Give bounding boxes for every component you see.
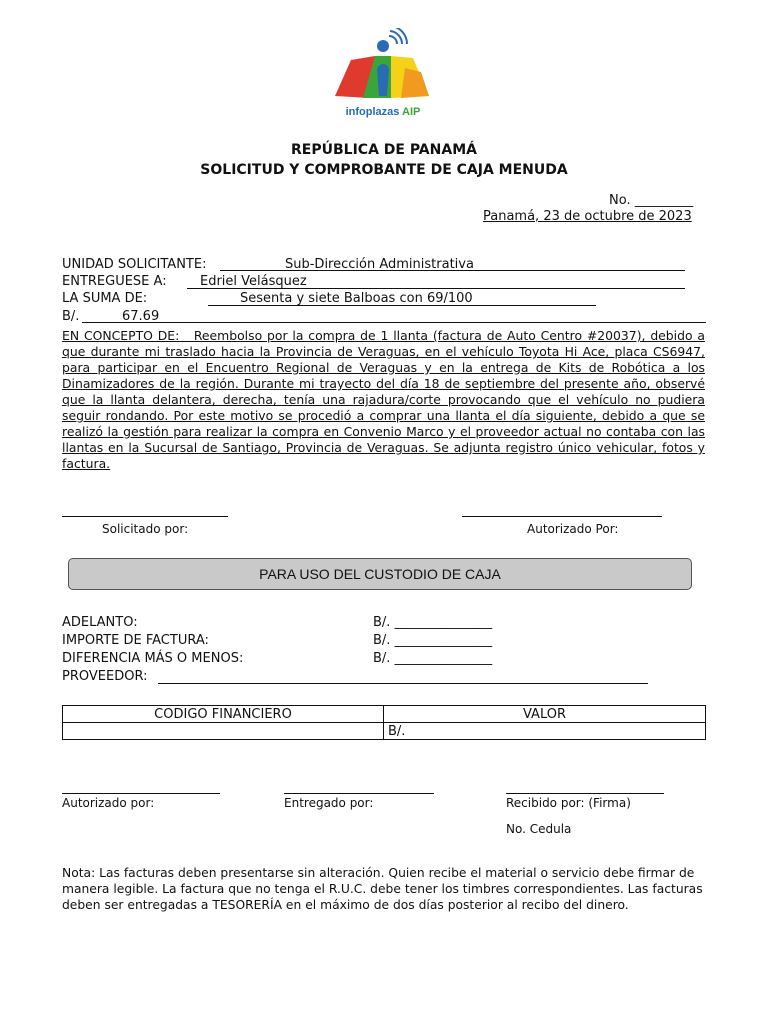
document-number: No. _________ bbox=[609, 193, 694, 208]
col-valor: VALOR bbox=[384, 706, 706, 723]
cedula-label: No. Cedula bbox=[506, 822, 572, 836]
concepto-text: Reembolso por la compra de 1 llanta (factura de Auto Centro #20037), debido a que durante mi traslado hacia la Provincia de Veraguas, en el vehículo Toyota Hi Ace, placa CS6947, para participar en el Encuentro Regional de Veraguas y en la entrega de Kits de Robótica a los Dinamizadores de la región. Durante mi trayecto del día 18 de septiembre del presente año, observé que la llanta delantera, derecha, tenía una rajadura/corte provocando que el vehículo no pudiera seguir rondando. Por este motivo se procedió a comprar una llanta el día siguiente, debido a que se realizó la gestión para realizar la compra en Convenio Marco y el proveedor actual no contaba con las llantas en la Sucursal de Santiago, Provincia de Veraguas. Se adjunta registro único vehicular, fotos y factura. bbox=[62, 328, 705, 471]
concepto-paragraph bbox=[62, 328, 705, 472]
diferencia-amount: B/. _______________ bbox=[373, 651, 493, 666]
recibido-por-label: Recibido por: (Firma) bbox=[506, 796, 631, 810]
entreguese-value: Edriel Velásquez bbox=[200, 274, 307, 289]
importe-label: IMPORTE DE FACTURA: bbox=[62, 633, 209, 648]
unidad-value: Sub-Dirección Administrativa bbox=[285, 257, 474, 272]
unidad-label: UNIDAD SOLICITANTE: bbox=[62, 257, 207, 272]
logo-text bbox=[333, 106, 433, 118]
nota-paragraph: Nota: Las facturas deben presentarse sin alteración. Quien recibe el material o servicio debe firmar de manera legible. La factura que no tenga el R.U.C. debe tener los timbres correspondientes. Las facturas deben ser entregadas a TESORERÍA en el máximo de dos días posterior al recibo del dinero. bbox=[62, 866, 703, 912]
autorizado-por-label: Autorizado por: bbox=[62, 796, 155, 810]
title-solicitud: SOLICITUD Y COMPROBANTE DE CAJA MENUDA bbox=[200, 162, 568, 178]
document-date: Panamá, 23 de octubre de 2023 bbox=[483, 209, 692, 224]
col-codigo-financiero: CODIGO FINANCIERO bbox=[63, 706, 384, 723]
monto-label: B/. bbox=[62, 309, 80, 324]
suma-label: LA SUMA DE: bbox=[62, 291, 148, 306]
proveedor-label: PROVEEDOR: bbox=[62, 669, 148, 684]
autorizado-por-label-top: Autorizado Por: bbox=[527, 522, 619, 536]
custodio-banner: PARA USO DEL CUSTODIO DE CAJA bbox=[68, 558, 692, 590]
diferencia-label: DIFERENCIA MÁS O MENOS: bbox=[62, 651, 244, 666]
concepto-label: EN CONCEPTO DE: bbox=[62, 328, 180, 343]
title-republica: REPÚBLICA DE PANAMÁ bbox=[291, 142, 477, 158]
monto-value: 67.69 bbox=[122, 309, 160, 324]
adelanto-amount: B/. _______________ bbox=[373, 615, 493, 630]
suma-value: Sesenta y siete Balboas con 69/100 bbox=[240, 291, 473, 306]
cell-codigo bbox=[63, 723, 384, 740]
entreguese-label: ENTREGUESE A: bbox=[62, 274, 167, 289]
solicitado-por-label: Solicitado por: bbox=[102, 522, 189, 536]
logo-brand-suffix: AIP bbox=[402, 106, 421, 118]
importe-amount: B/. _______________ bbox=[373, 633, 493, 648]
adelanto-label: ADELANTO: bbox=[62, 615, 138, 630]
infoplazas-logo bbox=[333, 28, 433, 123]
codigo-financiero-table bbox=[62, 705, 706, 740]
cell-valor: B/. bbox=[384, 723, 706, 740]
logo-brand: infoplazas bbox=[345, 106, 400, 118]
entregado-por-label: Entregado por: bbox=[284, 796, 374, 810]
